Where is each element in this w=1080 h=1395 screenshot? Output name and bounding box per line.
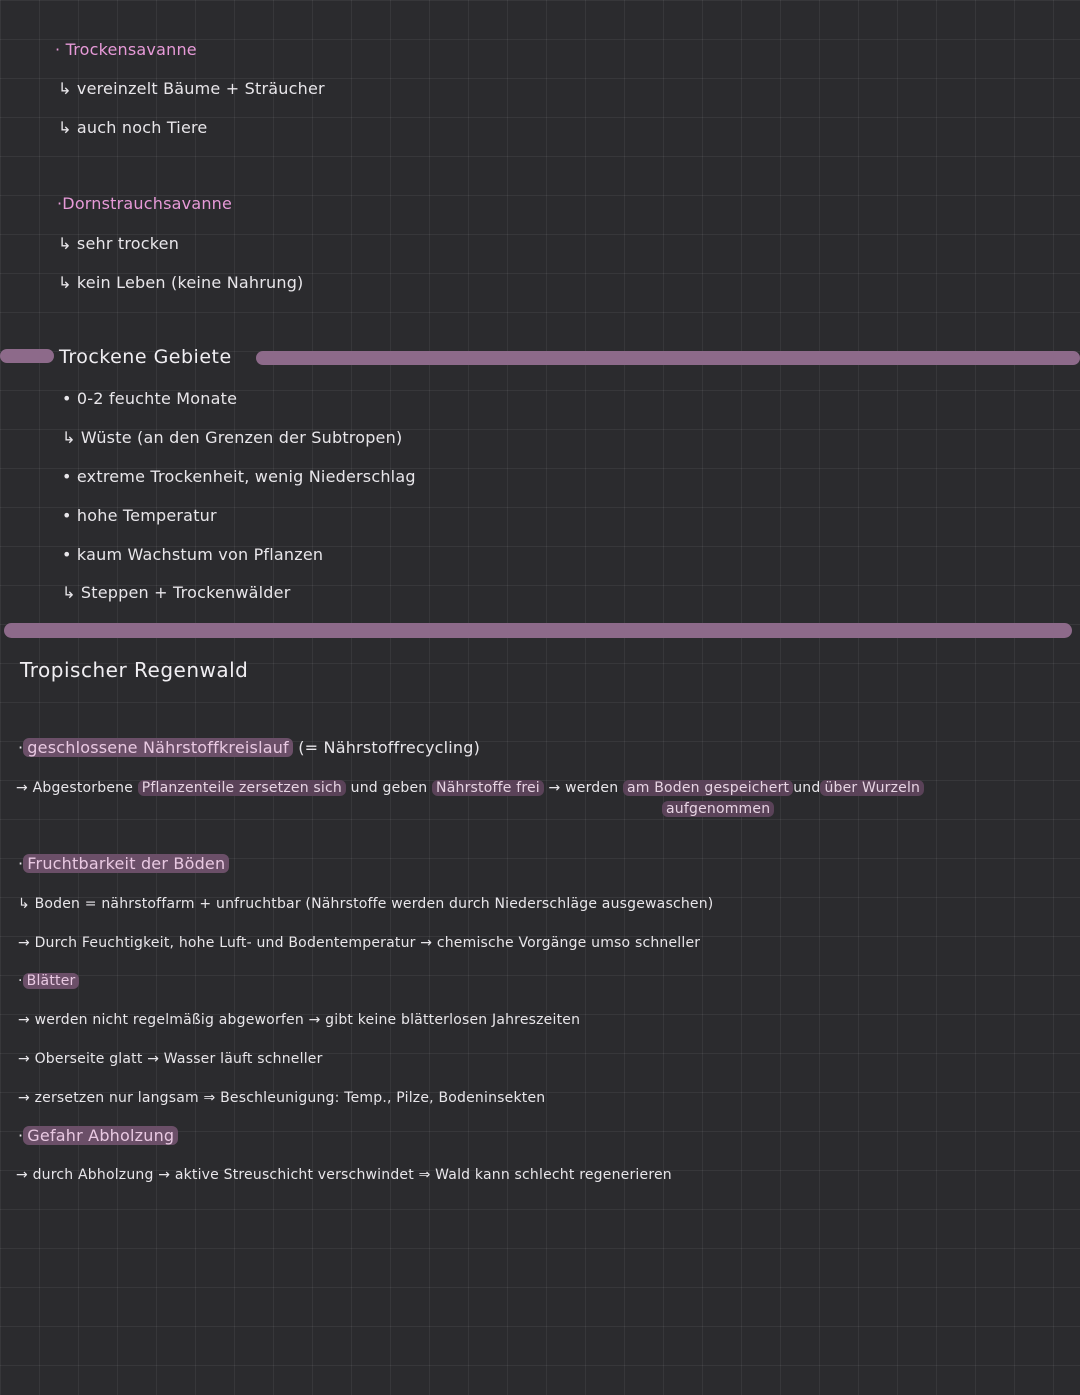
dornstrauchsavanne-line-2: ↳ kein Leben (keine Nahrung) bbox=[58, 273, 304, 292]
naehrstoff-suffix: (= Nährstoffrecycling) bbox=[298, 738, 481, 757]
blaetter-title-line: · Blätter bbox=[18, 971, 79, 991]
naehrstoff-title-line: · geschlossene Nährstoffkreislauf (= Nährstoffrecycling) bbox=[18, 738, 481, 757]
fruchtbarkeit-line-2: → Durch Feuchtigkeit, hohe Luft- und Bodentemperatur → chemische Vorgänge umso schneller bbox=[18, 935, 701, 951]
trockene-gebiete-item-3: • extreme Trockenheit, wenig Niederschlag bbox=[62, 467, 416, 486]
blaetter-line-3: → zersetzen nur langsam ⇒ Beschleunigung: Temp., Pilze, Bodeninsekten bbox=[18, 1090, 546, 1106]
blaetter-line-1: → werden nicht regelmäßig abgeworfen → gibt keine blätterlosen Jahreszeiten bbox=[18, 1012, 581, 1028]
naehrstoff-title: geschlossene Nährstoffkreislauf bbox=[23, 738, 293, 757]
naehrstoff-line-cont: aufgenommen bbox=[662, 799, 774, 819]
section-bar-left bbox=[0, 349, 54, 363]
section-bar-right bbox=[256, 351, 1080, 365]
gefahr-title-line: · Gefahr Abholzung bbox=[18, 1126, 178, 1146]
section-divider bbox=[4, 623, 1072, 638]
trockene-gebiete-item-5: • kaum Wachstum von Pflanzen bbox=[62, 545, 324, 564]
trockene-gebiete-item-4: • hohe Temperatur bbox=[62, 506, 217, 525]
fruchtbarkeit-title: Fruchtbarkeit der Böden bbox=[23, 854, 229, 873]
naehrstoff-line: → Abgestorbene Pflanzenteile zersetzen sich und geben Nährstoffe frei → werden am Boden gespeichert und über Wurzeln bbox=[16, 778, 924, 798]
trockensavanne-title: Trockensavanne bbox=[65, 40, 197, 59]
dornstrauchsavanne-title-line: ·Dornstrauchsavanne bbox=[57, 194, 233, 213]
trockene-gebiete-item-1: • 0-2 feuchte Monate bbox=[62, 389, 238, 408]
dornstrauchsavanne-line-1: ↳ sehr trocken bbox=[58, 234, 180, 253]
trockene-gebiete-heading: Trockene Gebiete bbox=[59, 346, 232, 368]
trockensavanne-title-line: · Trockensavanne bbox=[55, 40, 197, 59]
gefahr-title: Gefahr Abholzung bbox=[23, 1126, 178, 1145]
regenwald-heading: Tropischer Regenwald bbox=[20, 658, 249, 682]
blaetter-line-2: → Oberseite glatt → Wasser läuft schneller bbox=[18, 1051, 323, 1067]
trockene-gebiete-item-6: ↳ Steppen + Trockenwälder bbox=[62, 583, 291, 602]
trockensavanne-line-1: ↳ vereinzelt Bäume + Sträucher bbox=[58, 79, 325, 98]
gefahr-line: → durch Abholzung → aktive Streuschicht verschwindet ⇒ Wald kann schlecht regenerieren bbox=[16, 1167, 672, 1183]
trockensavanne-line-2: ↳ auch noch Tiere bbox=[58, 118, 208, 137]
fruchtbarkeit-line-1: ↳ Boden = nährstoffarm + unfruchtbar (Nährstoffe werden durch Niederschläge ausgewaschen) bbox=[18, 896, 714, 912]
trockene-gebiete-item-2: ↳ Wüste (an den Grenzen der Subtropen) bbox=[62, 428, 403, 447]
fruchtbarkeit-title-line: · Fruchtbarkeit der Böden bbox=[18, 854, 229, 874]
dornstrauchsavanne-title: Dornstrauchsavanne bbox=[62, 194, 233, 213]
blaetter-title: Blätter bbox=[23, 973, 80, 989]
